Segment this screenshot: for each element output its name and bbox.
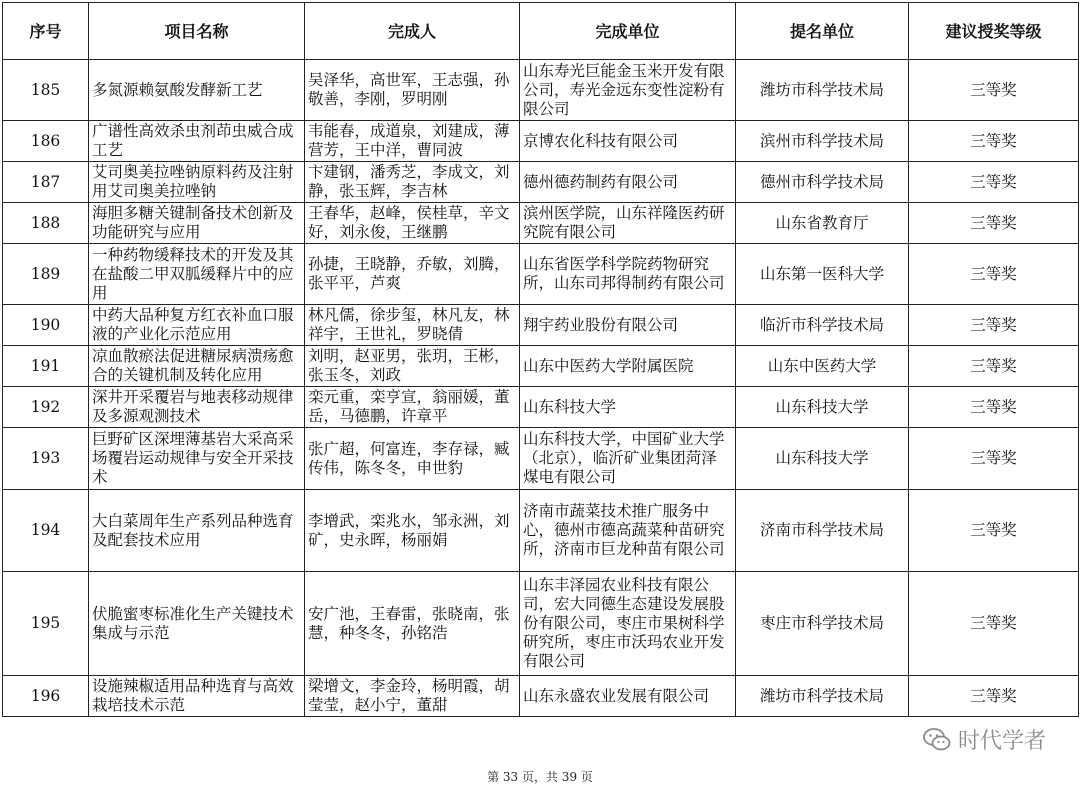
cell-no: 194 (3, 490, 89, 572)
cell-unit: 山东省医学科学院药物研究所，山东司邦得制药有限公司 (520, 244, 736, 305)
cell-grade: 三等奖 (909, 572, 1079, 676)
cell-no: 193 (3, 428, 89, 490)
page-footer: 第 33 页，共 39 页 (487, 770, 593, 784)
header-grade: 建议授奖等级 (909, 3, 1079, 60)
table-row (3, 387, 1079, 428)
cell-nominator: 德州市科学技术局 (736, 162, 909, 203)
cell-no: 188 (3, 203, 89, 244)
table-row (3, 203, 1079, 244)
table-row (3, 490, 1079, 572)
table-row (3, 60, 1079, 121)
header-people: 完成人 (305, 3, 520, 60)
cell-no: 189 (3, 244, 89, 305)
cell-nominator: 枣庄市科学技术局 (736, 572, 909, 676)
cell-unit: 山东科技大学 (520, 387, 736, 428)
cell-grade: 三等奖 (909, 244, 1079, 305)
cell-no: 187 (3, 162, 89, 203)
cell-no: 186 (3, 121, 89, 162)
cell-nominator: 山东科技大学 (736, 428, 909, 490)
cell-grade: 三等奖 (909, 60, 1079, 121)
cell-nominator: 济南市科学技术局 (736, 490, 909, 572)
cell-people: 安广池，王春雷，张晓南，张慧，种冬冬，孙铭浩 (305, 572, 520, 676)
cell-grade: 三等奖 (909, 428, 1079, 490)
cell-unit: 山东科技大学，中国矿业大学（北京），临沂矿业集团菏泽煤电有限公司 (520, 428, 736, 490)
cell-no: 191 (3, 346, 89, 387)
header-nominator: 提名单位 (736, 3, 909, 60)
header-row (3, 3, 1079, 60)
watermark (922, 724, 1046, 755)
cell-people: 张广超，何富连，李存禄，臧传伟，陈冬冬，申世豹 (305, 428, 520, 490)
header-unit: 完成单位 (520, 3, 736, 60)
table-row (3, 244, 1079, 305)
cell-name: 海胆多糖关键制备技术创新及功能研究与应用 (89, 203, 305, 244)
cell-people: 刘明，赵亚男，张玥，王彬，张玉冬，刘政 (305, 346, 520, 387)
cell-no: 190 (3, 305, 89, 346)
cell-grade: 三等奖 (909, 676, 1079, 717)
cell-no: 185 (3, 60, 89, 121)
cell-grade: 三等奖 (909, 387, 1079, 428)
cell-unit: 济南市蔬菜技术推广服务中心，德州市德高蔬菜种苗研究所，济南市巨龙种苗有限公司 (520, 490, 736, 572)
cell-name: 深井开采覆岩与地表移动规律及多源观测技术 (89, 387, 305, 428)
cell-unit: 山东丰泽园农业科技有限公司，宏大同德生态建设发展股份有限公司，枣庄市果树科学研究所，枣庄市沃玛农业开发有限公司 (520, 572, 736, 676)
cell-nominator: 山东省教育厅 (736, 203, 909, 244)
cell-grade: 三等奖 (909, 162, 1079, 203)
cell-grade: 三等奖 (909, 121, 1079, 162)
cell-name: 艾司奥美拉唑钠原料药及注射用艾司奥美拉唑钠 (89, 162, 305, 203)
cell-unit: 山东永盛农业发展有限公司 (520, 676, 736, 717)
table-row (3, 305, 1079, 346)
header-no: 序号 (3, 3, 89, 60)
wechat-icon (922, 727, 952, 753)
watermark-text: 时代学者 (957, 729, 1046, 754)
cell-name: 凉血散瘀法促进糖尿病溃疡愈合的关键机制及转化应用 (89, 346, 305, 387)
cell-nominator: 山东科技大学 (736, 387, 909, 428)
cell-people: 李增武，栾兆水，邹永洲，刘矿，史永晖，杨丽娟 (305, 490, 520, 572)
cell-no: 195 (3, 572, 89, 676)
cell-unit: 德州德药制药有限公司 (520, 162, 736, 203)
cell-people: 梁增文，李金玲，杨明霞，胡莹莹，赵小宁，董甜 (305, 676, 520, 717)
cell-no: 196 (3, 676, 89, 717)
cell-unit: 滨州医学院，山东祥隆医药研究院有限公司 (520, 203, 736, 244)
table-row (3, 346, 1079, 387)
cell-name: 广谱性高效杀虫剂茚虫威合成工艺 (89, 121, 305, 162)
cell-name: 大白菜周年生产系列品种选育及配套技术应用 (89, 490, 305, 572)
cell-name: 一种药物缓释技术的开发及其在盐酸二甲双胍缓释片中的应用 (89, 244, 305, 305)
cell-nominator: 临沂市科学技术局 (736, 305, 909, 346)
cell-name: 设施辣椒适用品种选育与高效栽培技术示范 (89, 676, 305, 717)
cell-people: 吴泽华，高世军，王志强，孙敬善，李刚，罗明刚 (305, 60, 520, 121)
cell-nominator: 潍坊市科学技术局 (736, 60, 909, 121)
cell-grade: 三等奖 (909, 305, 1079, 346)
cell-name: 中药大品种复方红衣补血口服液的产业化示范应用 (89, 305, 305, 346)
cell-people: 卞建钢，潘秀芝，李成文，刘静，张玉辉，李吉林 (305, 162, 520, 203)
table-row (3, 162, 1079, 203)
cell-grade: 三等奖 (909, 203, 1079, 244)
cell-grade: 三等奖 (909, 490, 1079, 572)
cell-people: 栾元重，栾亨宣，翁丽媛，董岳，马德鹏，许章平 (305, 387, 520, 428)
cell-unit: 翔宇药业股份有限公司 (520, 305, 736, 346)
cell-grade: 三等奖 (909, 346, 1079, 387)
table-row (3, 428, 1079, 490)
cell-nominator: 山东第一医科大学 (736, 244, 909, 305)
cell-nominator: 潍坊市科学技术局 (736, 676, 909, 717)
cell-people: 孙捷，王晓静，乔敏，刘腾，张平平，芦爽 (305, 244, 520, 305)
cell-name: 巨野矿区深埋薄基岩大采高采场覆岩运动规律与安全开采技术 (89, 428, 305, 490)
cell-people: 韦能春，成道泉，刘建成，薄营芳，王中洋，曹同波 (305, 121, 520, 162)
cell-name: 多氮源赖氨酸发酵新工艺 (89, 60, 305, 121)
cell-unit: 山东中医药大学附属医院 (520, 346, 736, 387)
cell-nominator: 山东中医药大学 (736, 346, 909, 387)
table-row (3, 121, 1079, 162)
cell-people: 林凡儒，徐步玺，林凡友，林祥宇，王世礼，罗晓倩 (305, 305, 520, 346)
table-row (3, 676, 1079, 717)
awards-table (2, 2, 1079, 717)
table-row (3, 572, 1079, 676)
cell-people: 王春华，赵峰，侯桂草，辛文好，刘永俊，王继鹏 (305, 203, 520, 244)
cell-nominator: 滨州市科学技术局 (736, 121, 909, 162)
cell-name: 伏脆蜜枣标准化生产关键技术集成与示范 (89, 572, 305, 676)
cell-no: 192 (3, 387, 89, 428)
cell-unit: 京博农化科技有限公司 (520, 121, 736, 162)
cell-unit: 山东寿光巨能金玉米开发有限公司，寿光金远东变性淀粉有限公司 (520, 60, 736, 121)
header-name: 项目名称 (89, 3, 305, 60)
